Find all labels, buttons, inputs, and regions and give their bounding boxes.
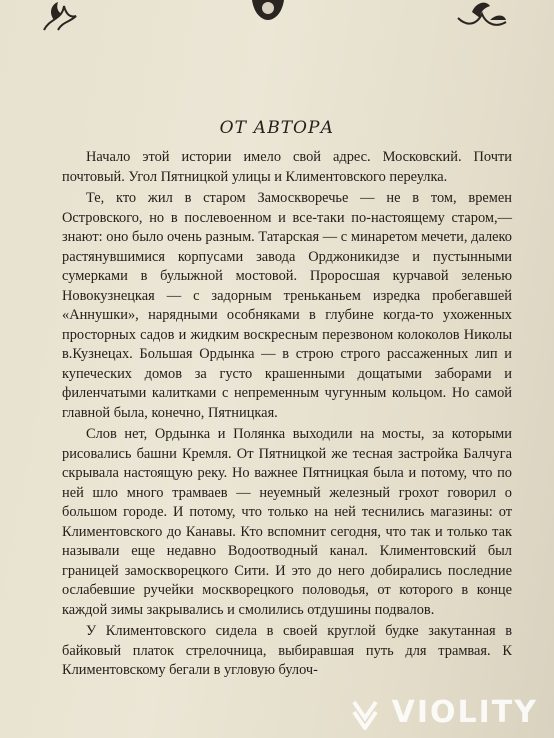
violity-logo-icon <box>348 696 382 730</box>
paragraph: Те, кто жил в старом Замоскворечье — не в том, времен Островского, но в послевоенном и все-таки по-настоящему старом,— знают: оно было очень разным. Татарская — с минаретом мечети, далеко растянувшимися корпусами завода Орджоникидзе и пустынными сумерками в булыжной мостовой. Проросшая курчавой зеленью Новокузнецкая — с задорным треньканьем изредка пробегавшей «Аннушки», нарядными особняками в глубине когда-то ухоженных просторных садов и жидким воскресным перезвоном колоколов Николы в.Кузнецах. Большая Ордынка — в строю строго рассаженных лип и купеческих домов за густо крашенными дощатыми заборами и филенчатыми калитками с непременным чугунным кольцом. Но самой главной была, конечно, Пятницкая. <box>62 190 512 421</box>
paragraph: У Климентовского сидела в своей круглой будке закутанная в байковый платок стрелочница, выбиравшая путь для трамвая. К Климентовскому бегали в угловую булоч- <box>62 623 512 678</box>
paragraph: Слов нет, Ордынка и Полянка выходили на мосты, за которыми рисовались башни Кремля. От Пятницкой же тесная застройка Балчуга скрывала настоящую реку. Но важнее Пятницкая была и потому, что по ней шло много трамваев — неуемный железный грохот говорил о большом городе. И потому, что только на ней теснились магазины: от Климентовского до Канавы. Кто вспомнит сегодня, что так и только так называли еще недавно Водоотводный канал. Климентовский был границей замоскворецкого Сити. И это до него добирались последние ослабевшие ручейки москворецкого половодья, от которого в конце каждой зимы закрывались и смолились отдушины подвалов. <box>62 426 512 618</box>
floral-ornament-left <box>40 0 80 32</box>
body-text <box>62 148 512 681</box>
paragraph: Начало этой истории имело свой адрес. Московский. Почти почтовый. Угол Пятницкой улицы и Климентовского переулка. <box>62 149 512 185</box>
chapter-title: ОТ АВТОРА <box>219 118 335 138</box>
watermark-text: VIOLITY <box>391 695 538 730</box>
watermark <box>348 695 538 730</box>
medallion-ornament <box>248 0 288 32</box>
floral-ornament-right <box>450 0 510 32</box>
